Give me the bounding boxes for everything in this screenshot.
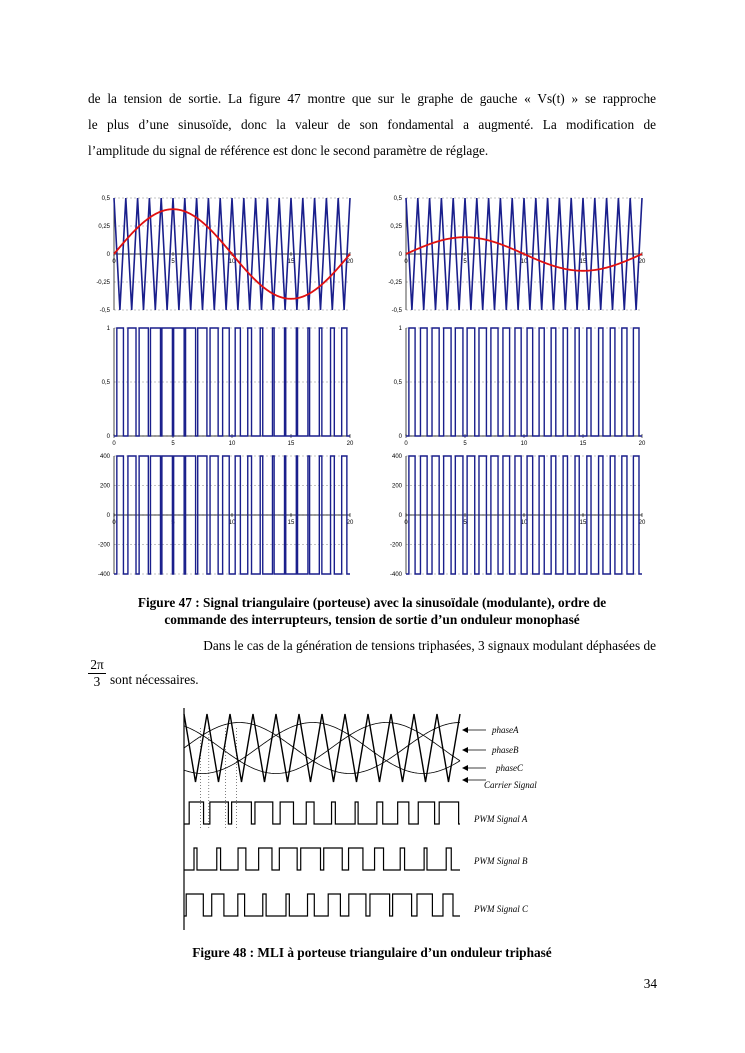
y-tick-label: 200 [99, 483, 110, 490]
y-tick-label: -200 [97, 542, 110, 549]
label-pwm-c: PWM Signal C [474, 904, 528, 914]
x-tick-label: 15 [287, 441, 295, 447]
x-tick-label: 0 [404, 441, 408, 447]
x-tick-label: 20 [638, 520, 646, 526]
fraction-denominator: 3 [93, 674, 101, 689]
x-tick-label: 10 [520, 441, 528, 447]
graph-panel [102, 326, 354, 447]
y-tick-label: 0,25 [390, 224, 402, 230]
x-tick-label: 15 [579, 259, 587, 265]
caption-line: commande des interrupteurs, tension de sortie d’un onduleur monophasé [164, 612, 580, 627]
x-tick-label: 10 [228, 259, 236, 265]
y-tick-label: 0 [398, 513, 402, 519]
x-tick-label: 5 [463, 520, 467, 526]
figure-47-graphs [86, 188, 656, 588]
label-phaseA: phaseA [492, 725, 519, 735]
graph-panel [394, 326, 646, 447]
x-tick-label: 15 [579, 520, 587, 526]
y-tick-label: -400 [97, 572, 110, 578]
y-tick-label: 0,25 [98, 224, 110, 230]
paragraph-line: le plus d’une sinusoïde, donc la valeur de son fondamental a augmenté. La modification de [88, 117, 656, 132]
y-tick-label: -0,25 [96, 280, 110, 286]
figure-48-caption: Figure 48 : MLI à porteuse triangulaire d’un onduleur triphasé [192, 945, 552, 960]
arrow-head [462, 765, 468, 771]
figure-47 [86, 188, 656, 588]
x-tick-label: 10 [228, 520, 236, 526]
x-tick-label: 10 [520, 259, 528, 265]
x-tick-label: 10 [228, 441, 236, 447]
y-tick-label: -0,5 [391, 308, 402, 314]
y-tick-label: 0,5 [101, 380, 110, 386]
label-carrier-signal: Carrier Signal [484, 780, 537, 790]
pwm-signal-c [184, 894, 460, 916]
caption-line: Figure 47 : Signal triangulaire (porteuse) avec la sinusoïdale (modulante), ordre de [137, 595, 607, 610]
x-tick-label: 20 [638, 441, 646, 447]
page-number: 34 [643, 976, 657, 991]
y-tick-label: -0,5 [99, 308, 110, 314]
y-tick-label: 0 [398, 252, 402, 258]
label-pwm-a: PWM Signal A [474, 814, 528, 824]
y-tick-label: 400 [391, 454, 402, 460]
graph-panel [388, 196, 646, 314]
arrow-carrier [462, 777, 486, 783]
y-tick-label: -0,25 [388, 280, 402, 286]
y-tick-label: 0,5 [393, 196, 402, 202]
x-tick-label: 20 [346, 441, 354, 447]
figure-48 [178, 708, 578, 938]
x-tick-label: 5 [463, 441, 467, 447]
paragraph-line: de la tension de sortie. La figure 47 montre que sur le graphe de gauche « Vs(t) » se rapproche [88, 91, 656, 106]
y-tick-label: -400 [389, 572, 402, 578]
paragraph-line: l’amplitude du signal de référence est donc le second paramètre de réglage. [88, 143, 489, 158]
x-tick-label: 0 [112, 520, 116, 526]
paragraph-intro [88, 86, 656, 164]
x-tick-label: 5 [463, 259, 467, 265]
arrow-head [462, 727, 468, 733]
fraction-two-pi-over-three [88, 657, 106, 690]
graph-panel [96, 196, 354, 314]
y-tick-label: 1 [398, 326, 402, 332]
x-tick-label: 15 [287, 259, 295, 265]
x-tick-label: 0 [404, 259, 408, 265]
x-tick-label: 0 [112, 259, 116, 265]
arrow-head [462, 747, 468, 753]
y-tick-label: 1 [106, 326, 110, 332]
x-tick-label: 5 [171, 520, 175, 526]
label-phaseB: phaseB [492, 745, 519, 755]
paragraph-triphase-end: sont nécessaires. [110, 672, 199, 687]
x-tick-label: 10 [520, 520, 528, 526]
label-phaseC: phaseC [496, 763, 523, 773]
y-tick-label: 400 [99, 454, 110, 460]
pwm-signal-b [184, 848, 460, 870]
y-tick-label: 200 [391, 483, 402, 490]
y-tick-label: 0 [106, 513, 110, 519]
figure-47-caption [88, 594, 656, 628]
x-tick-label: 20 [346, 259, 354, 265]
phase-a-sine [184, 723, 460, 774]
x-tick-label: 20 [638, 259, 646, 265]
arrow-phase-b [462, 747, 486, 753]
x-tick-label: 0 [404, 520, 408, 526]
x-tick-label: 5 [171, 441, 175, 447]
label-pwm-b: PWM Signal B [474, 856, 528, 866]
x-tick-label: 15 [579, 441, 587, 447]
arrow-head [462, 777, 468, 783]
y-tick-label: 0 [106, 434, 110, 440]
graph-panel [98, 454, 354, 578]
y-tick-label: 0 [106, 252, 110, 258]
arrow-phase-a [462, 727, 486, 733]
graph-panel [390, 454, 646, 578]
y-tick-label: 0,5 [101, 196, 110, 202]
x-tick-label: 20 [346, 520, 354, 526]
fraction-numerator: 2π [88, 657, 106, 674]
x-tick-label: 5 [171, 259, 175, 265]
x-tick-label: 0 [112, 441, 116, 447]
arrow-phase-c [462, 765, 486, 771]
y-tick-label: 0,5 [393, 380, 402, 386]
paragraph-triphase: Dans le cas de la génération de tensions triphasées, 3 signaux modulant déphasées de [203, 638, 656, 653]
y-tick-label: 0 [398, 434, 402, 440]
y-tick-label: -200 [389, 542, 402, 549]
x-tick-label: 15 [287, 520, 295, 526]
figure-48-diagram [178, 708, 578, 938]
